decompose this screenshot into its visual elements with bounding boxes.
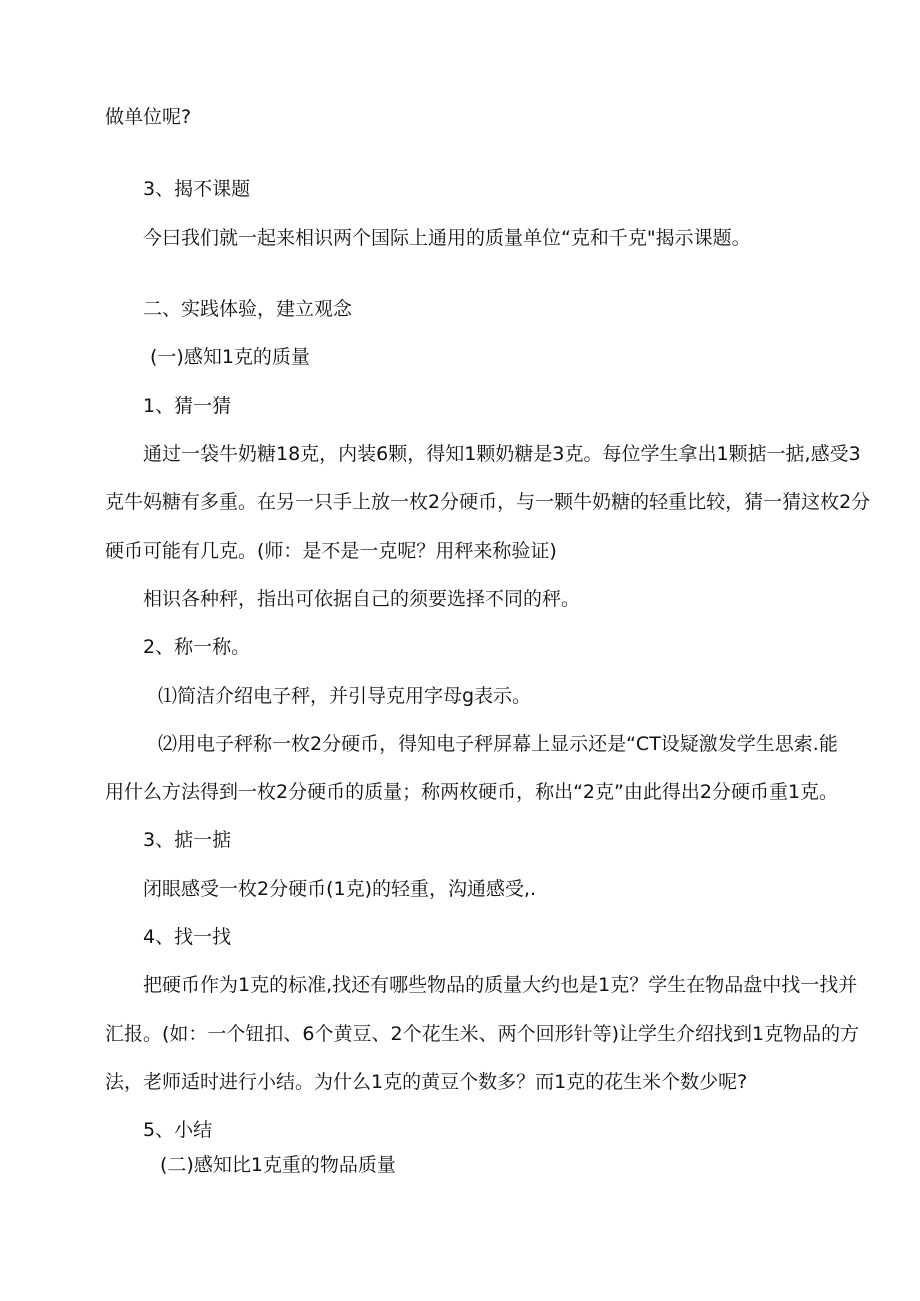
text-line: 4、找一找 [143,926,232,948]
text-line: 相识各种秤，指出可依据自己的须要选择不同的秤。 [143,588,581,610]
section-heading: 二、实践体验，建立观念 [143,298,353,320]
text-line: 做单位呢? [105,106,192,128]
text-line: 通过一袋牛奶糖18克，内装6颗，得知1颗奶糖是3克。每位学生拿出1颗掂一掂,感受3 [143,443,861,465]
text-line: ⑵用电子秤称一枚2分硬币，得知电子秤屏幕上显示还是“CT设疑激发学生思索.能 [158,733,838,755]
subsection-heading: (一)感知1克的质量 [150,346,310,368]
text-line: 硬币可能有几克。(师：是不是一克呢？用秤来称验证) [105,540,557,562]
text-line: 3、揭不课题 [143,178,251,200]
text-line: 汇报。(如：一个钮扣、6个黄豆、2个花生米、两个回形针等)让学生介绍找到1克物品的方 [105,1023,860,1045]
text-line: 今曰我们就一起来相识两个国际上通用的质量单位“克和千克"揭示课题。 [143,227,751,249]
subsection-heading: (二)感知比1克重的物品质量 [160,1154,396,1176]
text-line: 法，老师适时进行小结。为什么1克的黄豆个数多？而1克的花生米个数少呢? [105,1071,748,1093]
text-line: 2、称一称。 [143,636,251,658]
text-line: ⑴简洁介绍电子秤，并引导克用字母g表示。 [158,685,532,707]
text-line: 闭眼感受一枚2分硬币(1克)的轻重，沟通感受,. [143,878,537,900]
text-line: 3、掂一掂 [143,829,232,851]
text-line: 把硬币作为1克的标准,找还有哪些物品的质量大约也是1克？学生在物品盘中找一找并 [143,974,858,996]
text-line: 用什么方法得到一枚2分硬币的质量；称两枚硬币，称出“2克”由此得出2分硬币重1克。 [105,781,839,803]
text-line: 克牛妈糖有多重。在另一只手上放一枚2分硬币，与一颗牛奶糖的轻重比较，猜一猜这枚2分 [105,491,871,513]
text-line: 1、猜一猜 [143,395,232,417]
text-line: 5、小结 [143,1119,213,1141]
